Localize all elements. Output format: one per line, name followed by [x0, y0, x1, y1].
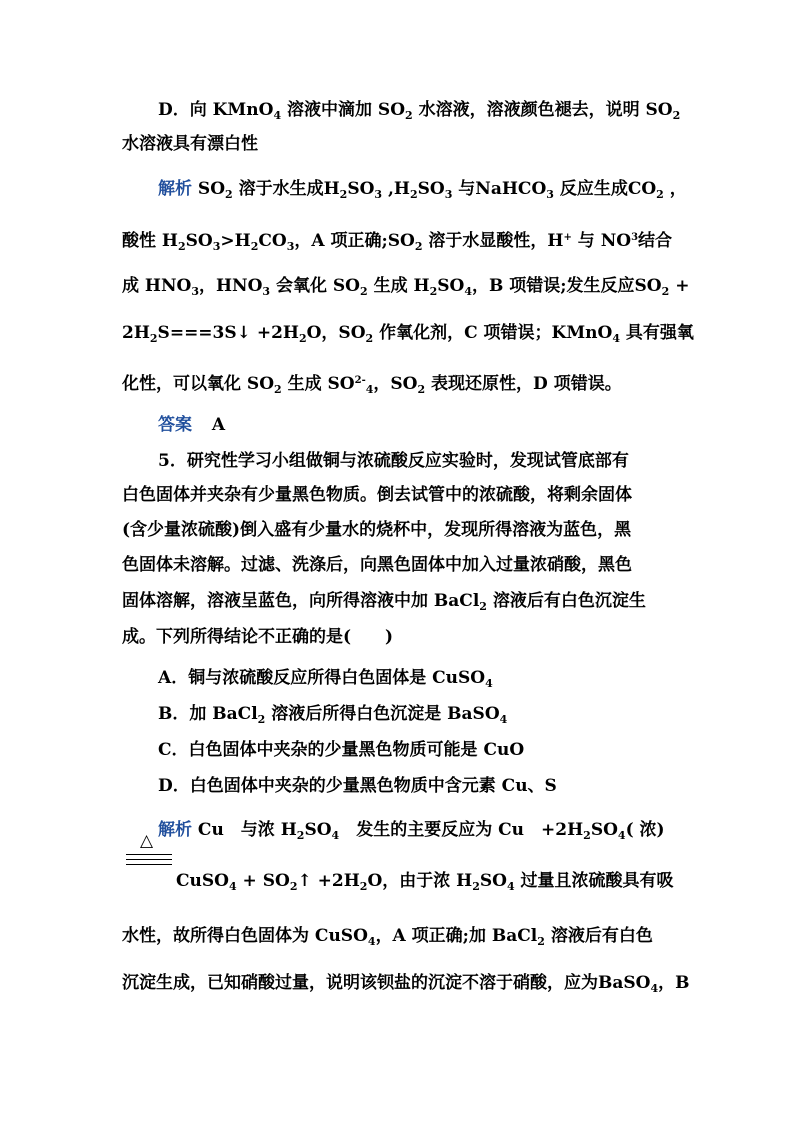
text-run: 沉淀生成，已知硝酸过量，说明该钡盐的沉淀不溶于硝酸，应为BaSO [122, 973, 651, 993]
q4-option-d-line2: 水溶液具有漂白性 [122, 134, 258, 154]
q5-analysis-line3 [122, 925, 653, 953]
superscript: 2- [354, 375, 366, 386]
text-run: SO [479, 871, 507, 891]
heating-equals-sign [122, 831, 176, 881]
q5-analysis-line2 [176, 870, 674, 898]
subscript: 4 [331, 829, 340, 842]
text-run: SO [347, 179, 375, 199]
subscript: 4 [464, 285, 472, 298]
q5-option-c: C．白色固体中夹杂的少量黑色物质可能是 CuO [158, 740, 525, 760]
q5-option-b [158, 703, 507, 731]
subscript: 3 [286, 240, 295, 253]
subscript: 2 [429, 285, 438, 298]
text-run: >H [220, 231, 251, 251]
subscript: 2 [417, 383, 426, 396]
subscript: 2 [583, 829, 591, 842]
subscript: 3 [212, 240, 221, 253]
text-run: 过量且浓硫酸具有吸 [514, 871, 674, 891]
subscript: 2 [298, 332, 307, 345]
subscript: 3 [262, 285, 271, 298]
q5-analysis-line1 [158, 819, 665, 847]
subscript: 4 [499, 713, 508, 726]
q5-stem-line1: 5．研究性学习小组做铜与浓硫酸反应实验时，发现试管底部有 [158, 451, 629, 471]
subscript: 3 [374, 188, 383, 201]
text-run: O，由于浓 H [367, 871, 473, 891]
subscript: 2 [661, 285, 670, 298]
subscript: 4 [228, 880, 237, 893]
subscript: 2 [479, 600, 487, 613]
text-run: A．铜与浓硫酸反应所得白色固体是 CuSO [158, 668, 486, 688]
text-run: 水性，故所得白色固体为 CuSO [122, 926, 368, 946]
text-run: 化性，可以氧化 SO [122, 374, 275, 394]
text-run: 酸性 H [122, 231, 178, 251]
text-run: 溶于水生成H [232, 179, 340, 199]
q4-analysis-line4 [122, 322, 694, 350]
subscript: 2 [360, 285, 368, 298]
text-run: 反应生成CO [553, 179, 657, 199]
text-run: SO [417, 179, 445, 199]
subscript: 2 [656, 188, 664, 201]
text-run: ，B [658, 973, 690, 993]
equals-bar-middle [126, 859, 172, 860]
text-run: 与NaHCO [452, 179, 547, 199]
text-run: ，A 项正确;SO [294, 231, 415, 251]
text-run: SO [590, 820, 618, 840]
text-run: S===3S↓ +2H [157, 323, 299, 343]
text-run: 表现还原性，D 项错误。 [425, 374, 622, 394]
subscript: 2 [409, 188, 418, 201]
q4-analysis-line3 [122, 275, 689, 303]
subscript: 2 [274, 383, 282, 396]
text-run: 成 HNO [122, 276, 192, 296]
text-run: 固体溶解，溶液呈蓝色，向所得溶液中加 BaCl [122, 591, 480, 611]
text-run: SO [304, 820, 332, 840]
subscript: 4 [365, 383, 374, 396]
text-run: ， [663, 179, 687, 199]
subscript: 2 [365, 332, 374, 345]
text-run: ，B 项错误;发生反应SO [471, 276, 662, 296]
text-run: 生成 SO [281, 374, 355, 394]
q5-option-a [158, 667, 493, 695]
text-run: ↑ +2H [297, 871, 360, 891]
text-run: O，SO [306, 323, 366, 343]
text-run: 溶于水显酸性，H [422, 231, 564, 251]
subscript: 2 [472, 880, 480, 893]
subscript: 2 [250, 240, 259, 253]
q4-analysis-line2 [122, 227, 672, 258]
answer-label: 答案 [158, 415, 192, 435]
subscript: 2 [296, 829, 305, 842]
subscript: 4 [506, 880, 515, 893]
text-run: ，HNO [198, 276, 263, 296]
text-run: 发生的主要反应为 Cu +2H [339, 820, 584, 840]
q5-stem-line6: 成。下列所得结论不正确的是( ) [122, 627, 394, 647]
q4-answer-line [158, 414, 225, 436]
q5-option-d: D．白色固体中夹杂的少量黑色物质中含元素 Cu、S [158, 776, 557, 796]
equals-bar-top [126, 854, 172, 855]
subscript: 2 [289, 880, 298, 893]
subscript: 4 [617, 829, 626, 842]
text-run: 溶液后所得白色沉淀是 BaSO [265, 704, 500, 724]
subscript: 3 [444, 188, 453, 201]
text-run: 作氧化剂，C 项错误；KMnO [373, 323, 613, 343]
text-run: ，SO [373, 374, 418, 394]
text-run: ( 浓) [625, 820, 665, 840]
subscript: 2 [359, 880, 368, 893]
text-run: SO [197, 179, 226, 199]
q5-stem-line5 [122, 590, 646, 618]
q4-analysis-line1 [158, 178, 687, 206]
subscript: 4 [485, 677, 493, 690]
text-run: 会氧化 SO [270, 276, 360, 296]
answer-value: A [211, 415, 226, 435]
text-run: + SO [236, 871, 290, 891]
subscript: 2 [225, 188, 233, 201]
text-run: SO [437, 276, 465, 296]
analysis-label: 解析 [158, 820, 192, 840]
subscript: 4 [650, 982, 659, 995]
analysis-label: 解析 [158, 179, 192, 199]
subscript: 2 [149, 332, 158, 345]
subscript: 2 [257, 713, 266, 726]
text-run: 生成 H [367, 276, 430, 296]
text-run: 结合 [638, 231, 673, 251]
equals-bar-bottom [126, 864, 172, 865]
text-run: SO [185, 231, 213, 251]
text-run: 溶液后有白色沉淀生 [486, 591, 646, 611]
text-run: ，A 项正确;加 BaCl [375, 926, 538, 946]
subscript: 4 [367, 935, 376, 948]
text-run: CO [258, 231, 287, 251]
superscript: + [563, 232, 572, 243]
text-run: 与 NO [571, 231, 632, 251]
subscript: 2 [414, 240, 423, 253]
text-run: Cu 与浓 H [197, 820, 297, 840]
text-run: B．加 BaCl [158, 704, 258, 724]
q4-option-d-line1: D．向 KMnO$_4$ 溶液中滴加 $SO_2$ 水溶液，溶液颜色褪去，说明 $SO_2$ [158, 100, 681, 122]
q4-analysis-line5 [122, 370, 622, 401]
heat-triangle-icon: △ [140, 831, 154, 851]
text-run: ,H [382, 179, 410, 199]
text-run: 2H [122, 323, 150, 343]
subscript: 2 [537, 935, 545, 948]
text-run: CuSO [176, 871, 229, 891]
text-run: + [669, 276, 690, 296]
subscript: 3 [191, 285, 199, 298]
q5-analysis-line4 [122, 972, 690, 1000]
subscript: 4 [612, 332, 620, 345]
text-run: 具有强氧 [619, 323, 694, 343]
subscript: 3 [546, 188, 554, 201]
q5-stem-line2: 白色固体并夹杂有少量黑色物质。倒去试管中的浓硫酸，将剩余固体 [122, 485, 632, 505]
subscript: 2 [177, 240, 186, 253]
subscript: 2 [339, 188, 348, 201]
text-run: 溶液后有白色 [544, 926, 653, 946]
q5-stem-line4: 色固体未溶解。过滤、洗涤后，向黑色固体中加入过量浓硝酸，黑色 [122, 555, 632, 575]
superscript: 3 [631, 232, 639, 243]
q5-stem-line3: (含少量浓硫酸)倒入盛有少量水的烧杯中，发现所得溶液为蓝色，黑 [122, 520, 632, 540]
